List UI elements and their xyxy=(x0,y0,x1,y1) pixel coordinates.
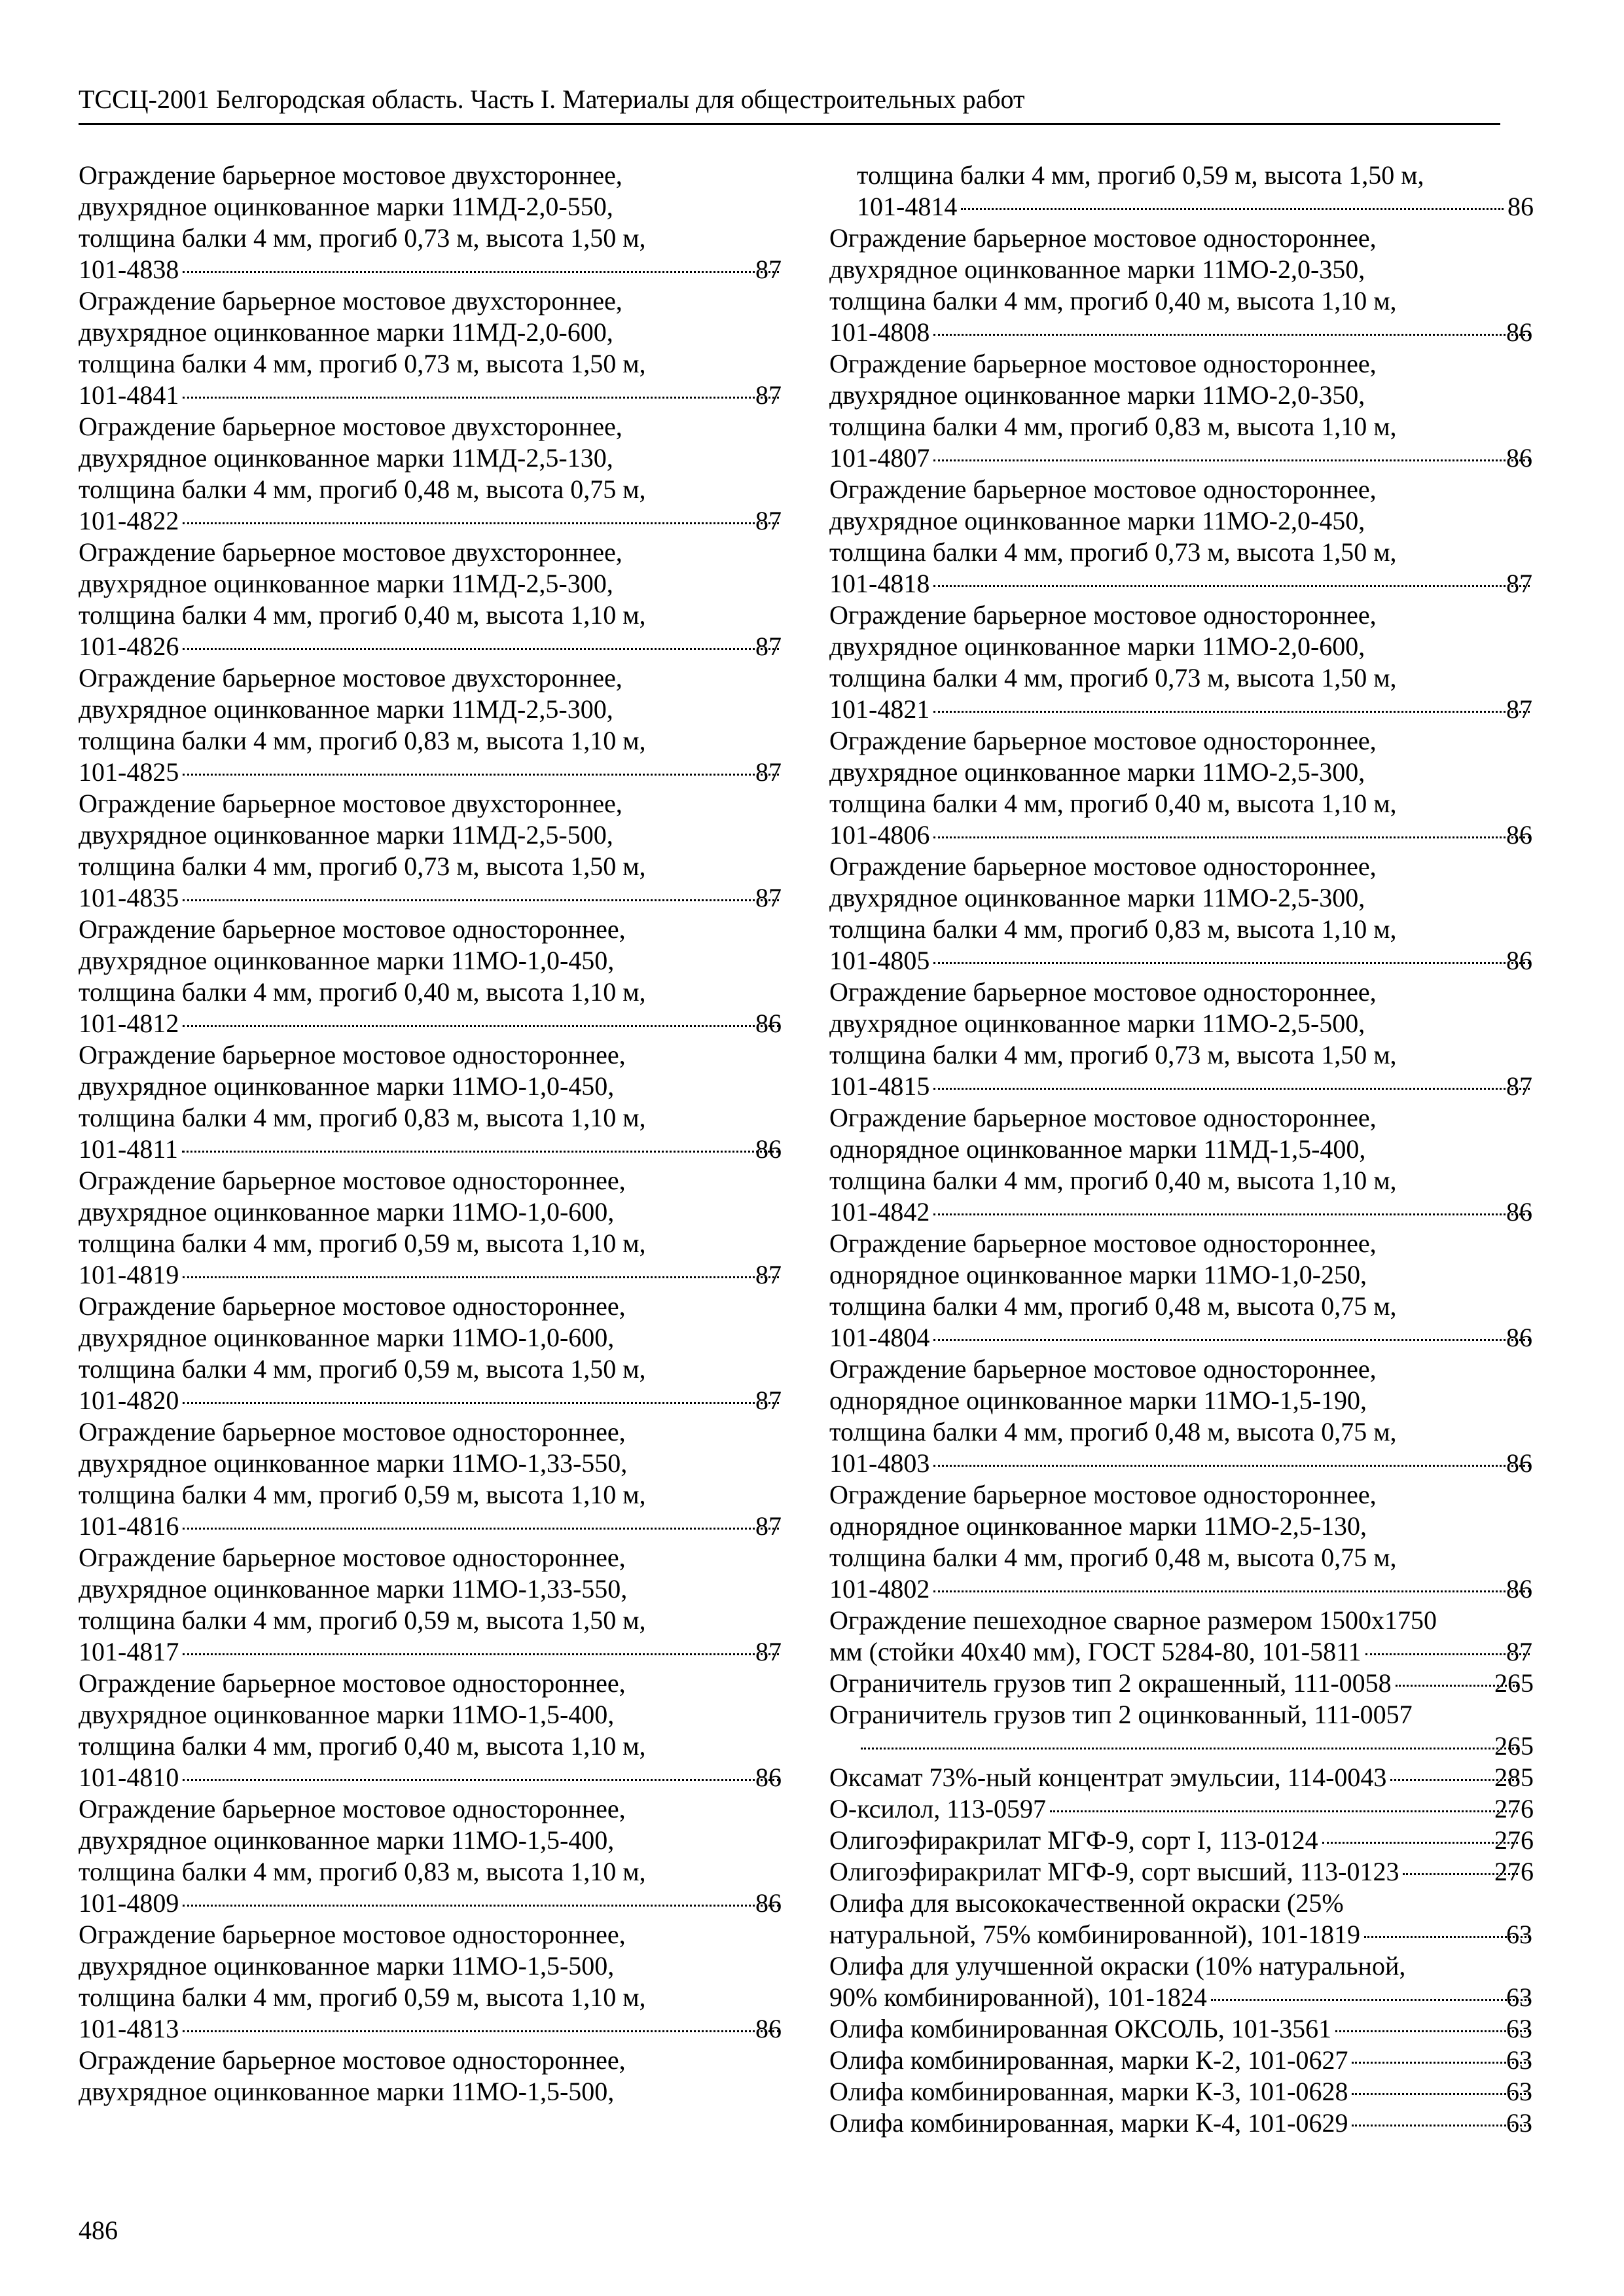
entry-code: 101-4820 xyxy=(79,1386,179,1415)
entry-code: 101-4842 xyxy=(829,1197,930,1227)
dot-leader xyxy=(183,1779,779,1781)
dot-leader xyxy=(961,208,1504,210)
entry-page-ref: 276 xyxy=(1494,1825,1534,1855)
entry-page-ref: 285 xyxy=(1494,1763,1534,1792)
entry-code: 101-4812 xyxy=(79,1009,179,1038)
dot-leader xyxy=(183,648,779,650)
entry-leader-line: Олифа комбинированная, марки К-3, 101-0628 63 xyxy=(829,2077,1532,2106)
dot-leader xyxy=(183,1402,779,1404)
entry-text-line: толщина балки 4 мм, прогиб 0,40 м, высота 1,10 м, xyxy=(829,1166,1397,1195)
index-entry-continued xyxy=(79,2045,783,2108)
entry-leader-line: 101-4804 86 xyxy=(829,1323,1532,1352)
entry-text-line: толщина балки 4 мм, прогиб 0,83 м, высота 1,10 м, xyxy=(79,1103,646,1132)
entry-text-line: толщина балки 4 мм, прогиб 0,48 м, высота 0,75 м, xyxy=(829,1417,1397,1446)
entry-text-line: однорядное оцинкованное марки 11МО-2,5-130, xyxy=(829,1511,1367,1541)
index-entry xyxy=(79,1416,783,1542)
entry-text-line: Ограждение барьерное мостовое двухстороннее, xyxy=(79,160,623,190)
index-entry xyxy=(829,1102,1534,1228)
entry-leader-line: 101-4841 87 xyxy=(79,380,782,410)
entry-code: 101-4805 xyxy=(829,946,930,975)
dot-leader xyxy=(183,2030,779,2032)
entry-text-line: Ограждение барьерное мостовое одностороннее, xyxy=(829,1103,1377,1132)
entry-leader-line xyxy=(829,1762,1534,1793)
index-column-left xyxy=(79,160,783,2108)
entry-leader-line: 101-4808 86 xyxy=(829,317,1532,347)
entry-leader-line: 101-4809 86 xyxy=(79,1888,782,1918)
dot-leader xyxy=(933,585,1530,587)
entry-text-line: Ограждение барьерное мостовое одностороннее, xyxy=(79,1040,626,1069)
entry-code: 101-4816 xyxy=(79,1511,179,1541)
page-number: 486 xyxy=(79,2215,118,2245)
entry-code: Олифа комбинированная, марки К-3, 101-0628 xyxy=(829,2077,1348,2106)
entry-text-line: Ограждение барьерное мостовое одностороннее, xyxy=(829,223,1377,253)
entry-code: Олифа комбинированная, марки К-4, 101-0629 xyxy=(829,2108,1348,2138)
entry-text-line: двухрядное оцинкованное марки 11МД-2,5-300, xyxy=(79,569,613,598)
dot-leader xyxy=(183,397,779,399)
entry-leader-line: 101-4815 87 xyxy=(829,1071,1532,1101)
dot-leader xyxy=(933,1465,1530,1467)
entry-text-line: двухрядное оцинкованное марки 11МО-1,5-500, xyxy=(79,2077,615,2106)
entry-code: 101-4808 xyxy=(829,317,930,347)
index-entry xyxy=(829,1762,1534,1793)
entry-text-line: двухрядное оцинкованное марки 11МД-2,0-550, xyxy=(79,192,613,221)
entry-page-ref: 86 xyxy=(1507,192,1534,221)
entry-text-line: толщина балки 4 мм, прогиб 0,40 м, высота 1,10 м, xyxy=(79,1731,646,1761)
entry-code: 101-4825 xyxy=(79,757,179,787)
dot-leader xyxy=(183,271,779,273)
dot-leader xyxy=(933,962,1530,964)
entry-text-line: толщина балки 4 мм, прогиб 0,40 м, высота 1,10 м, xyxy=(79,600,646,630)
entry-text-line: Ограждение барьерное мостовое двухстороннее, xyxy=(79,663,623,692)
entry-text-line: толщина балки 4 мм, прогиб 0,40 м, высота 1,10 м, xyxy=(79,977,646,1007)
entry-text-line: Ограждение барьерное мостовое одностороннее, xyxy=(79,914,626,944)
entry-code: 90% комбинированной), 101-1824 xyxy=(829,1982,1207,2012)
entry-code: 101-4841 xyxy=(79,380,179,410)
entry-code: 101-4810 xyxy=(79,1763,179,1792)
index-entry xyxy=(829,1605,1534,1668)
dot-leader xyxy=(183,1905,779,1907)
entry-text-line: Ограждение барьерное мостовое одностороннее, xyxy=(829,475,1377,504)
entry-text-line: двухрядное оцинкованное марки 11МО-1,0-600, xyxy=(79,1323,615,1352)
entry-leader-line: 101-4819 87 xyxy=(79,1260,782,1289)
index-entry xyxy=(79,285,783,411)
entry-text-line: двухрядное оцинкованное марки 11МО-2,0-350, xyxy=(829,380,1365,410)
dot-leader xyxy=(933,1213,1530,1215)
dot-leader xyxy=(933,1339,1530,1341)
entry-code: 101-4814 xyxy=(857,192,958,221)
index-entry xyxy=(829,1668,1534,1699)
entry-code: 101-4802 xyxy=(829,1574,930,1604)
entry-leader-line: 101-4842 86 xyxy=(829,1197,1532,1227)
entry-text-line: Ограждение барьерное мостовое одностороннее, xyxy=(829,1480,1377,1509)
entry-text-line: однорядное оцинкованное марки 11МД-1,5-400, xyxy=(829,1134,1366,1164)
dot-leader xyxy=(933,711,1530,713)
entry-text-line: двухрядное оцинкованное марки 11МО-1,5-400, xyxy=(79,1700,615,1729)
entry-page-ref: 276 xyxy=(1494,1794,1534,1823)
entry-page-ref: 276 xyxy=(1494,1857,1534,1886)
index-entry-continuation xyxy=(829,160,1534,223)
dot-leader xyxy=(861,1748,1518,1749)
entry-text-line: двухрядное оцинкованное марки 11МО-1,33-550, xyxy=(79,1574,628,1604)
entry-text-line: двухрядное оцинкованное марки 11МО-2,0-350, xyxy=(829,255,1365,284)
dot-leader xyxy=(1352,2062,1530,2064)
dot-leader xyxy=(1050,1810,1518,1812)
dot-leader xyxy=(933,836,1530,838)
entry-text-line: двухрядное оцинкованное марки 11МО-1,0-600, xyxy=(79,1197,615,1227)
entry-text-line: Ограждение барьерное мостовое одностороннее, xyxy=(829,852,1377,881)
dot-leader xyxy=(1352,2093,1530,2095)
dot-leader xyxy=(182,1151,779,1153)
dot-leader xyxy=(933,459,1530,461)
entry-code: 101-4826 xyxy=(79,632,179,661)
entry-leader-line: 90% комбинированной), 101-1824 63 xyxy=(829,1982,1532,2012)
entry-text-line: толщина балки 4 мм, прогиб 0,40 м, высота 1,10 м, xyxy=(829,789,1397,818)
entry-leader-line: 101-4822 87 xyxy=(79,506,782,535)
entry-leader-line: 101-4806 86 xyxy=(829,820,1532,850)
index-entry xyxy=(79,662,783,788)
entry-code: 101-4818 xyxy=(829,569,930,598)
entry-code: 101-4838 xyxy=(79,255,179,284)
entry-text-line: Олифа для высококачественной окраски (25% xyxy=(829,1888,1344,1918)
index-entry xyxy=(829,2076,1534,2108)
entry-text-line: Ограждение пешеходное сварное размером 1500x1750 xyxy=(829,1605,1437,1635)
entry-leader-line: 101-4825 87 xyxy=(79,757,782,787)
dot-leader xyxy=(1365,1653,1530,1655)
entry-leader-line: 101-4821 87 xyxy=(829,694,1532,724)
entry-leader-line: 101-4818 87 xyxy=(829,569,1532,598)
dot-leader xyxy=(183,1276,779,1278)
entry-leader-line: 101-4812 86 xyxy=(79,1009,782,1038)
entry-text-line: Ограждение барьерное мостовое одностороннее, xyxy=(829,600,1377,630)
dot-leader xyxy=(1322,1842,1518,1844)
entry-text-line: толщина балки 4 мм, прогиб 0,83 м, высота 1,10 м, xyxy=(829,914,1397,944)
dot-leader xyxy=(183,1653,779,1655)
entry-text-line: двухрядное оцинкованное марки 11МО-2,5-300, xyxy=(829,757,1365,787)
entry-text-line: двухрядное оцинкованное марки 11МД-2,5-500, xyxy=(79,820,613,850)
entry-text-line: двухрядное оцинкованное марки 11МД-2,0-600, xyxy=(79,317,613,347)
entry-text-line: толщина балки 4 мм, прогиб 0,83 м, высота 1,10 м, xyxy=(829,412,1397,441)
entry-leader-line: 101-4805 86 xyxy=(829,946,1532,975)
entry-leader-line xyxy=(829,1793,1534,1825)
index-column-right xyxy=(829,160,1534,2139)
index-entry xyxy=(79,1919,783,2045)
index-entry xyxy=(829,1888,1534,1950)
entry-code: О-ксилол, 113-0597 xyxy=(829,1794,1047,1823)
entry-text-line: толщина балки 4 мм, прогиб 0,48 м, высота 0,75 м, xyxy=(79,475,646,504)
dot-leader xyxy=(183,899,779,901)
entry-code: 101-4835 xyxy=(79,883,179,912)
index-entry xyxy=(829,725,1534,851)
entry-text-line: Ограждение барьерное мостовое одностороннее, xyxy=(79,1166,626,1195)
entry-leader-line xyxy=(829,1668,1534,1699)
index-entry xyxy=(79,1291,783,1416)
entry-text-line: толщина балки 4 мм, прогиб 0,59 м, высота 1,10 м, xyxy=(79,1229,646,1258)
entry-leader-line: 101-4816 87 xyxy=(79,1511,782,1541)
entry-text-line: толщина балки 4 мм, прогиб 0,73 м, высота 1,50 м, xyxy=(829,1040,1397,1069)
entry-text-line: толщина балки 4 мм, прогиб 0,40 м, высота 1,10 м, xyxy=(829,286,1397,315)
entry-text-line: толщина балки 4 мм, прогиб 0,59 м, высота 1,50 м, xyxy=(857,160,1424,190)
index-entry xyxy=(79,1039,783,1165)
entry-page-ref: 265 xyxy=(1494,1731,1534,1761)
index-entry xyxy=(829,1793,1534,1825)
entry-text-line: Ограждение барьерное мостовое двухстороннее, xyxy=(79,789,623,818)
index-entry xyxy=(829,474,1534,600)
index-entry xyxy=(829,1825,1534,1856)
entry-code: Олифа комбинированная ОКСОЛЬ, 101-3561 xyxy=(829,2014,1332,2043)
index-entry xyxy=(829,1856,1534,1888)
index-entry xyxy=(829,1479,1534,1605)
index-entry xyxy=(829,1699,1534,1762)
entry-text-line: толщина балки 4 мм, прогиб 0,73 м, высота 1,50 м, xyxy=(829,537,1397,567)
entry-leader-line: мм (стойки 40x40 мм), ГОСТ 5284-80, 101-5811 87 xyxy=(829,1637,1532,1666)
entry-text-line: двухрядное оцинкованное марки 11МО-2,5-300, xyxy=(829,883,1365,912)
entry-text-line: толщина балки 4 мм, прогиб 0,83 м, высота 1,10 м, xyxy=(79,1857,646,1886)
entry-text-line: двухрядное оцинкованное марки 11МО-1,0-450, xyxy=(79,946,615,975)
entry-text-line: Ограждение барьерное мостовое двухстороннее, xyxy=(79,537,623,567)
entry-leader-line: 101-4826 87 xyxy=(79,632,782,661)
entry-code: 101-4806 xyxy=(829,820,930,850)
entry-text-line: двухрядное оцинкованное марки 11МО-1,5-400, xyxy=(79,1825,615,1855)
entry-text-line: двухрядное оцинкованное марки 11МО-2,0-450, xyxy=(829,506,1365,535)
entry-text-line: Ограждение барьерное мостовое одностороннее, xyxy=(79,1543,626,1572)
entry-text-line: толщина балки 4 мм, прогиб 0,73 м, высота 1,50 м, xyxy=(79,223,646,253)
index-entry xyxy=(79,1542,783,1668)
entry-code: Олигоэфиракрилат МГФ-9, сорт I, 113-0124 xyxy=(829,1825,1318,1855)
index-entry xyxy=(829,1950,1534,2013)
entry-code: 101-4807 xyxy=(829,443,930,473)
entry-code: мм (стойки 40x40 мм), ГОСТ 5284-80, 101-5811 xyxy=(829,1637,1362,1666)
entry-code: Оксамат 73%-ный концентрат эмульсии, 114-0043 xyxy=(829,1763,1387,1792)
entry-leader-line: 101-4803 86 xyxy=(829,1448,1532,1478)
dot-leader xyxy=(1364,1936,1530,1938)
index-entry xyxy=(829,2045,1534,2076)
entry-text-line: Олифа для улучшенной окраски (10% натуральной, xyxy=(829,1951,1406,1981)
running-header xyxy=(79,77,1500,125)
entry-leader-line: 101-4802 86 xyxy=(829,1574,1532,1604)
entry-text-line: однорядное оцинкованное марки 11МО-1,0-250, xyxy=(829,1260,1367,1289)
entry-text-line: толщина балки 4 мм, прогиб 0,73 м, высота 1,50 м, xyxy=(79,852,646,881)
entry-text-line: толщина балки 4 мм, прогиб 0,73 м, высота 1,50 м, xyxy=(79,349,646,378)
dot-leader xyxy=(933,1590,1530,1592)
entry-leader-line: Олифа комбинированная, марки К-4, 101-0629 63 xyxy=(829,2108,1532,2138)
entry-leader-line: Олифа комбинированная, марки К-2, 101-0627 63 xyxy=(829,2045,1532,2075)
entry-text-line: Ограждение барьерное мостовое одностороннее, xyxy=(829,349,1377,378)
entry-leader-line: 101-4820 87 xyxy=(79,1386,782,1415)
dot-leader xyxy=(1390,1779,1518,1781)
entry-text-line: толщина балки 4 мм, прогиб 0,83 м, высота 1,10 м, xyxy=(79,726,646,755)
entry-text-line: Ограждение барьерное мостовое одностороннее, xyxy=(79,1417,626,1446)
entry-text-line: Ограждение барьерное мостовое одностороннее, xyxy=(829,1354,1377,1384)
entry-leader-line: 101-4838 87 xyxy=(79,255,782,284)
dot-leader xyxy=(933,1088,1530,1090)
dot-leader xyxy=(1396,1685,1518,1687)
entry-code: 101-4815 xyxy=(829,1071,930,1101)
entry-text-line: толщина балки 4 мм, прогиб 0,48 м, высота 0,75 м, xyxy=(829,1291,1397,1321)
index-entry xyxy=(79,160,783,285)
entry-code: Олигоэфиракрилат МГФ-9, сорт высший, 113-0123 xyxy=(829,1857,1399,1886)
entry-text-line: двухрядное оцинкованное марки 11МД-2,5-300, xyxy=(79,694,613,724)
entry-code: Олифа комбинированная, марки К-2, 101-0627 xyxy=(829,2045,1348,2075)
index-entry xyxy=(829,1354,1534,1479)
index-entry xyxy=(79,411,783,537)
dot-leader xyxy=(183,522,779,524)
entry-text-line: Ограждение барьерное мостовое одностороннее, xyxy=(79,1794,626,1823)
dot-leader xyxy=(1403,1873,1518,1875)
entry-leader-line: 101-4810 86 xyxy=(79,1763,782,1792)
index-entry xyxy=(829,1228,1534,1354)
entry-leader-line: Олифа комбинированная ОКСОЛЬ, 101-3561 63 xyxy=(829,2014,1532,2043)
entry-text-line: Ограждение барьерное мостовое одностороннее, xyxy=(79,1920,626,1949)
entry-code: 101-4809 xyxy=(79,1888,179,1918)
entry-leader-line: натуральной, 75% комбинированной), 101-1819 63 xyxy=(829,1920,1532,1949)
index-entry xyxy=(829,348,1534,474)
entry-text-line: двухрядное оцинкованное марки 11МД-2,5-130, xyxy=(79,443,613,473)
entry-text-line: двухрядное оцинкованное марки 11МО-1,5-500, xyxy=(79,1951,615,1981)
entry-text-line: толщина балки 4 мм, прогиб 0,59 м, высота 1,10 м, xyxy=(79,1480,646,1509)
entry-leader-line xyxy=(857,1731,1534,1762)
index-entry xyxy=(829,600,1534,725)
entry-text-line: однорядное оцинкованное марки 11МО-1,5-190, xyxy=(829,1386,1367,1415)
index-entry xyxy=(79,537,783,662)
entry-text-line: двухрядное оцинкованное марки 11МО-1,0-450, xyxy=(79,1071,615,1101)
entry-code: 101-4811 xyxy=(79,1134,178,1164)
dot-leader xyxy=(183,774,779,776)
entry-text-line: Ограждение барьерное мостовое одностороннее, xyxy=(79,1291,626,1321)
header-title: ТССЦ-2001 Белгородская область. Часть I. Материалы для общестроительных работ xyxy=(79,84,1025,114)
entry-text-line: толщина балки 4 мм, прогиб 0,73 м, высота 1,50 м, xyxy=(829,663,1397,692)
entry-text-line: толщина балки 4 мм, прогиб 0,59 м, высота 1,50 м, xyxy=(79,1354,646,1384)
entry-text-line: двухрядное оцинкованное марки 11МО-2,5-500, xyxy=(829,1009,1365,1038)
dot-leader xyxy=(183,1528,779,1530)
index-entry xyxy=(79,914,783,1039)
entry-code: Ограничитель грузов тип 2 окрашенный, 111-0058 xyxy=(829,1668,1392,1698)
index-entry xyxy=(79,788,783,914)
index-entry xyxy=(829,2013,1534,2045)
dot-leader xyxy=(183,1025,779,1027)
entry-text-line: Ограждение барьерное мостовое одностороннее, xyxy=(79,1668,626,1698)
entry-text-line: Ограждение барьерное мостовое двухстороннее, xyxy=(79,412,623,441)
entry-text-line: толщина балки 4 мм, прогиб 0,48 м, высота 0,75 м, xyxy=(829,1543,1397,1572)
entry-leader-line: 101-4807 86 xyxy=(829,443,1532,473)
entry-leader-line: 101-4811 86 xyxy=(79,1134,782,1164)
index-entry xyxy=(829,2108,1534,2139)
index-entry xyxy=(79,1668,783,1793)
entry-code: 101-4822 xyxy=(79,506,179,535)
entry-leader-line: 101-4817 87 xyxy=(79,1637,782,1666)
dot-leader xyxy=(1352,2125,1530,2126)
entry-text-line: Ограничитель грузов тип 2 оцинкованный, 111-0057 xyxy=(829,1700,1413,1729)
entry-code: 101-4804 xyxy=(829,1323,930,1352)
dot-leader xyxy=(933,334,1530,336)
index-entry xyxy=(829,851,1534,977)
entry-code: 101-4821 xyxy=(829,694,930,724)
entry-text-line: толщина балки 4 мм, прогиб 0,59 м, высота 1,50 м, xyxy=(79,1605,646,1635)
entry-leader-line xyxy=(857,191,1534,223)
dot-leader xyxy=(1335,2030,1530,2032)
entry-leader-line xyxy=(829,1856,1534,1888)
entry-text-line: Ограждение барьерное мостовое одностороннее, xyxy=(79,2045,626,2075)
entry-text-line: двухрядное оцинкованное марки 11МО-2,0-600, xyxy=(829,632,1365,661)
entry-text-line: двухрядное оцинкованное марки 11МО-1,33-550, xyxy=(79,1448,628,1478)
entry-text-line: Ограждение барьерное мостовое одностороннее, xyxy=(829,726,1377,755)
entry-leader-line: 101-4835 87 xyxy=(79,883,782,912)
entry-page-ref: 265 xyxy=(1494,1668,1534,1698)
entry-code: натуральной, 75% комбинированной), 101-1819 xyxy=(829,1920,1361,1949)
index-entry xyxy=(829,223,1534,348)
entry-leader-line: 101-4813 86 xyxy=(79,2014,782,2043)
entry-code: 101-4813 xyxy=(79,2014,179,2043)
index-entry xyxy=(829,977,1534,1102)
dot-leader xyxy=(1211,1999,1530,2001)
index-entry xyxy=(79,1793,783,1919)
entry-code: 101-4819 xyxy=(79,1260,179,1289)
entry-code: 101-4803 xyxy=(829,1448,930,1478)
entry-leader-line xyxy=(829,1825,1534,1856)
entry-text-line: толщина балки 4 мм, прогиб 0,59 м, высота 1,10 м, xyxy=(79,1982,646,2012)
entry-text-line: Ограждение барьерное мостовое одностороннее, xyxy=(829,977,1377,1007)
entry-code: 101-4817 xyxy=(79,1637,179,1666)
entry-text-line: Ограждение барьерное мостовое одностороннее, xyxy=(829,1229,1377,1258)
index-entry xyxy=(79,1165,783,1291)
entry-text-line: Ограждение барьерное мостовое двухстороннее, xyxy=(79,286,623,315)
